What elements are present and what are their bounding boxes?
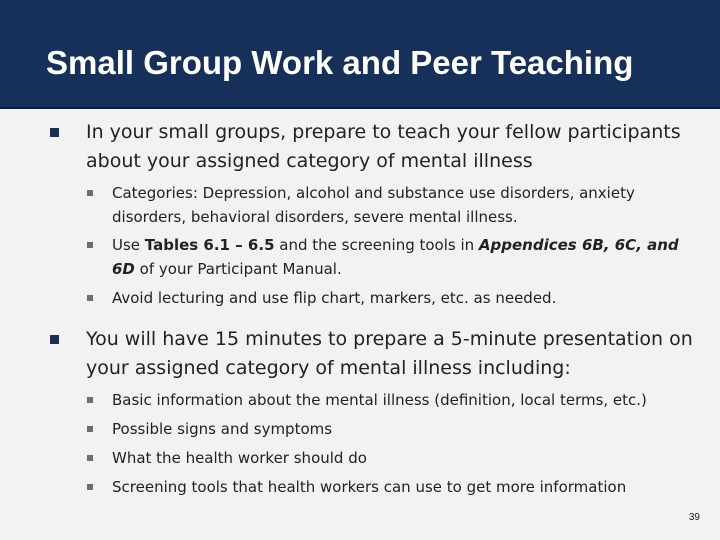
page-number: 39 xyxy=(688,512,700,523)
sub-bullet-text-part: of your Participant Manual. xyxy=(134,260,342,278)
sub-bullet-square-icon xyxy=(87,426,93,432)
sub-bullet-text: Categories: Depression, alcohol and substance use disorders, anxiety disorders, behavioral disorders, severe mental illness. xyxy=(112,184,635,226)
main-bullet-text: In your small groups, prepare to teach your fellow participants about your assigned category of mental illness xyxy=(86,121,681,172)
tables-reference: Tables 6.1 – 6.5 xyxy=(144,236,275,254)
sub-bullet-text: What the health worker should do xyxy=(112,449,367,467)
bullet-square-icon xyxy=(50,128,59,137)
sub-bullet-text xyxy=(112,233,697,281)
sub-bullet-square-icon xyxy=(87,190,93,196)
sub-bullet-square-icon xyxy=(87,397,93,403)
appendices-reference: Appendices 6B, 6C, and 6D xyxy=(112,236,679,278)
sub-bullet-square-icon xyxy=(87,484,93,490)
bullet-square-icon xyxy=(50,335,59,344)
sub-bullet-text-part: and the screening tools in xyxy=(274,236,479,254)
sub-bullet-text: Avoid lecturing and use flip chart, markers, etc. as needed. xyxy=(112,289,557,307)
sub-bullet-text: Screening tools that health workers can use to get more information xyxy=(112,478,627,496)
sub-bullet-text-part: Use xyxy=(112,236,145,254)
sub-bullet-text: Possible signs and symptoms xyxy=(112,420,333,438)
sub-bullet-square-icon xyxy=(87,242,93,248)
sub-bullet-text: Basic information about the mental illness (definition, local terms, etc.) xyxy=(112,391,647,409)
slide-title: Small Group Work and Peer Teaching xyxy=(46,44,634,81)
sub-bullet-square-icon xyxy=(87,295,93,301)
main-bullet-text: You will have 15 minutes to prepare a 5-minute presentation on your assigned category of mental illness including: xyxy=(86,328,693,379)
sub-bullet-square-icon xyxy=(87,455,93,461)
